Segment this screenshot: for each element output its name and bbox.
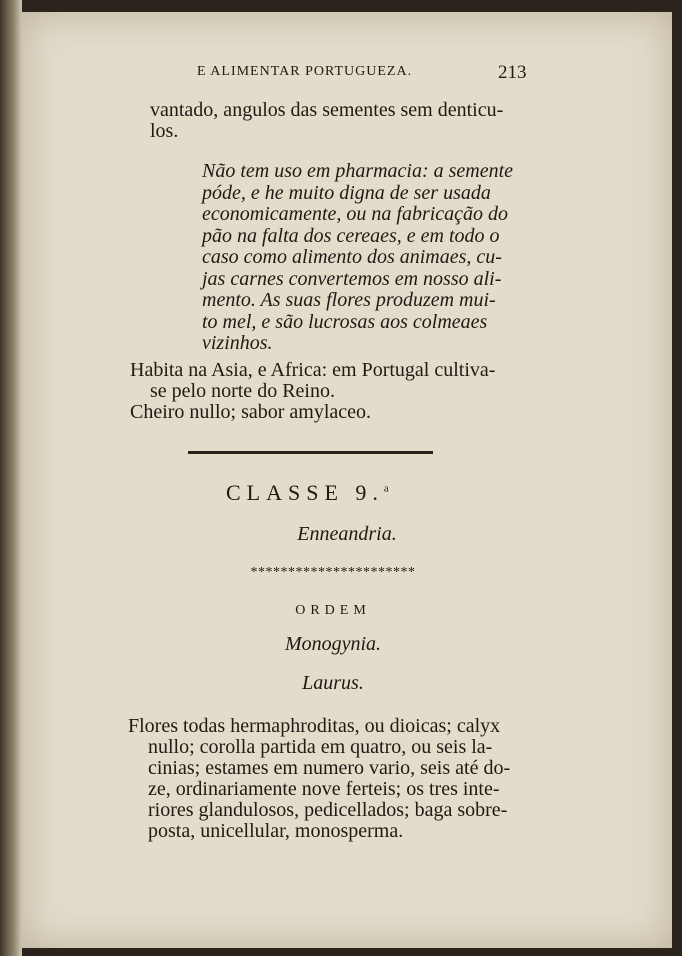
uses-paragraph [202,161,565,355]
text-line: se pelo norte do Reino. [150,380,335,402]
habitat-paragraph [130,360,540,423]
text-line: caso como alimento dos animaes, cu- [202,246,502,268]
class-heading [226,480,389,506]
text-line: vantado, angulos das sementes sem denticu- [150,99,504,121]
text-line: Cheiro nullo; sabor amylaceo. [130,401,372,423]
text-line: vizinhos. [202,332,273,354]
text-line: posta, unicellular, monosperma. [148,820,404,842]
class-name: Enneandria. [297,523,397,545]
text-line: Habita na Asia, e Africa: em Portugal cultiva- [130,359,496,381]
text-line: póde, e he muito digna de ser usada [202,181,491,204]
text-line: los. [150,120,179,142]
section-divider [188,451,433,454]
continuation-text [150,100,565,142]
text-line: economicamente, ou na fabricação do [202,203,509,225]
text-line: riores glandulosos, pedicellados; baga sobre- [148,799,508,821]
text-line: pão na falta dos cereaes, e em todo o [202,224,500,247]
genus-name: Laurus. [302,672,364,694]
page-number: 213 [498,62,527,83]
text-line: cinias; estames em numero vario, seis até do- [148,757,511,779]
text-line: Flores todas hermaphroditas, ou dioicas; calyx [128,715,501,737]
order-name: Monogynia. [284,633,382,655]
order-label: ORDEM [295,603,371,618]
text-line: jas carnes convertemos em nosso ali- [202,267,502,290]
text-line: ze, ordinariamente nove ferteis; os tres inte- [148,778,500,800]
running-title: E ALIMENTAR PORTUGUEZA. [197,64,413,79]
text-line: nullo; corolla partida em quatro, ou seis la- [148,736,493,758]
class-superscript: a [383,482,389,495]
book-page [22,12,672,948]
class-label: CLASSE 9. [226,480,384,505]
text-line: Não tem uso em pharmacia: a semente [202,160,514,182]
text-line: mento. As suas flores produzem mui- [202,289,496,311]
star-divider: ********************** [250,565,416,580]
book-gutter-edge [0,0,22,956]
genus-description [128,716,538,842]
text-line: to mel, e são lucrosas aos colmeaes [202,310,488,333]
